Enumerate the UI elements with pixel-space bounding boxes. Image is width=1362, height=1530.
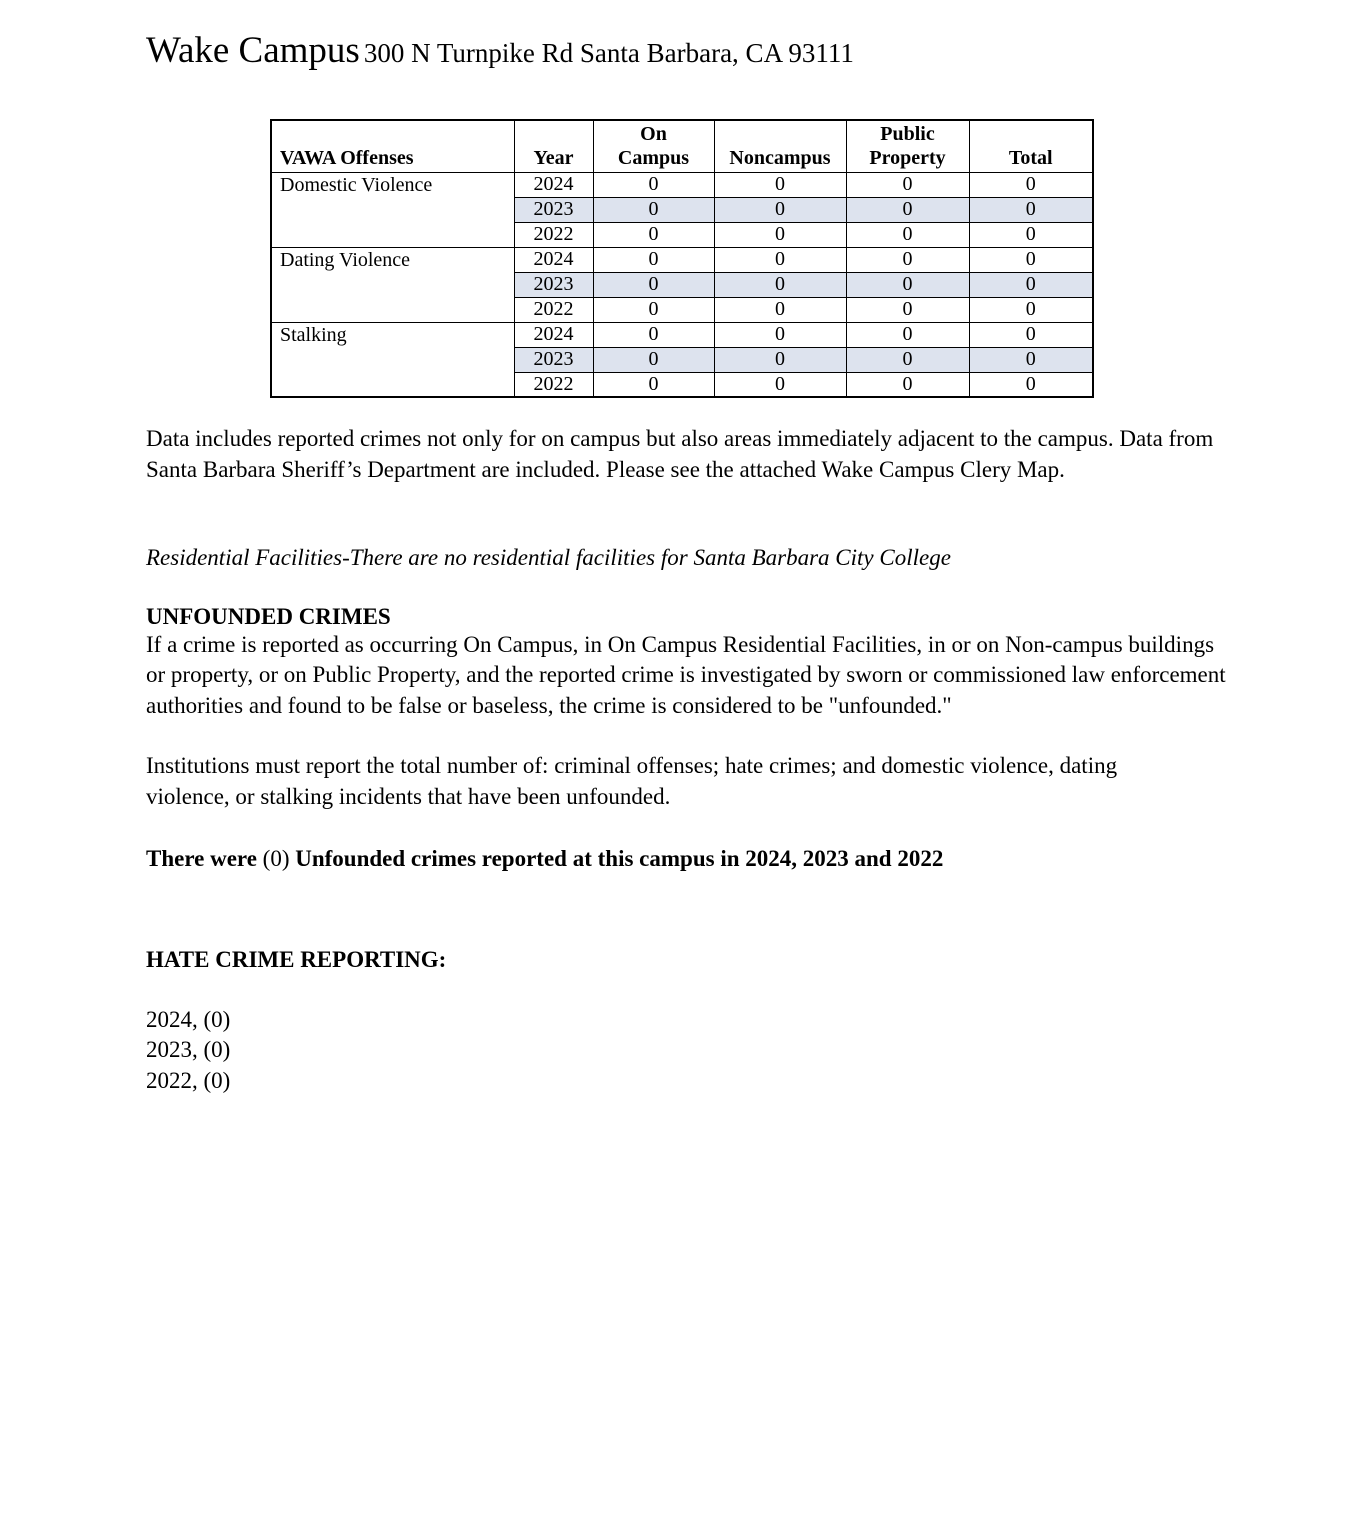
unfounded-definition: If a crime is reported as occurring On Campus, in On Campus Residential Facilities, in or on Non-campus buildings or property, or on Public Property, and the reported crime is investigated by sworn or commissioned law enforcement authorities and found to be false or baseless, the crime is considered to be "unfounded." <box>146 631 1226 718</box>
table-row <box>271 322 1093 347</box>
value-cell: 0 <box>593 347 714 372</box>
year-cell: 2022 <box>514 222 593 247</box>
value-cell: 0 <box>846 222 969 247</box>
column-header-total: Total <box>969 120 1093 172</box>
value-cell: 0 <box>846 272 969 297</box>
offense-cell-dating-violence: Dating Violence <box>271 247 514 322</box>
column-header-offense: VAWA Offenses <box>271 120 514 172</box>
column-header-noncampus: Noncampus <box>714 120 846 172</box>
value-cell: 0 <box>969 347 1093 372</box>
value-cell: 0 <box>714 247 846 272</box>
value-cell: 0 <box>593 372 714 397</box>
value-cell: 0 <box>714 222 846 247</box>
value-cell: 0 <box>593 297 714 322</box>
value-cell: 0 <box>714 347 846 372</box>
value-cell: 0 <box>593 322 714 347</box>
year-cell: 2024 <box>514 322 593 347</box>
value-cell: 0 <box>969 297 1093 322</box>
year-cell: 2024 <box>514 172 593 197</box>
value-cell: 0 <box>969 272 1093 297</box>
column-header-public-property: Public Property <box>846 120 969 172</box>
hate-crime-entry-2022: 2022, (0) <box>146 1067 231 1093</box>
value-cell: 0 <box>714 197 846 222</box>
year-cell: 2022 <box>514 372 593 397</box>
value-cell: 0 <box>714 272 846 297</box>
unfounded-statement <box>146 844 1242 875</box>
statement-prefix: There were <box>146 846 263 871</box>
value-cell: 0 <box>714 297 846 322</box>
table-row <box>271 172 1093 197</box>
value-cell: 0 <box>593 272 714 297</box>
value-cell: 0 <box>846 197 969 222</box>
hate-crime-entry-2023: 2023, (0) <box>146 1037 231 1062</box>
value-cell: 0 <box>969 372 1093 397</box>
value-cell: 0 <box>846 322 969 347</box>
vawa-offenses-table <box>270 119 1094 398</box>
campus-address: 300 N Turnpike Rd Santa Barbara, CA 93111 <box>363 38 854 68</box>
table-row <box>271 247 1093 272</box>
hate-crime-list <box>146 1005 1242 1097</box>
value-cell: 0 <box>846 297 969 322</box>
column-header-year: Year <box>514 120 593 172</box>
value-cell: 0 <box>846 347 969 372</box>
offense-cell-domestic-violence: Domestic Violence <box>271 172 514 247</box>
reporting-requirement: Institutions must report the total number of: criminal offenses; hate crimes; and domestic violence, dating violence, or stalking incidents that have been unfounded. <box>146 753 1118 809</box>
table-header-row <box>271 120 1093 172</box>
statement-count: (0) <box>262 846 290 871</box>
value-cell: 0 <box>969 322 1093 347</box>
value-cell: 0 <box>593 172 714 197</box>
value-cell: 0 <box>969 172 1093 197</box>
value-cell: 0 <box>969 197 1093 222</box>
value-cell: 0 <box>714 172 846 197</box>
year-cell: 2024 <box>514 247 593 272</box>
value-cell: 0 <box>714 372 846 397</box>
value-cell: 0 <box>593 197 714 222</box>
unfounded-crimes-heading: UNFOUNDED CRIMES <box>146 603 391 629</box>
value-cell: 0 <box>593 222 714 247</box>
data-inclusion-note: Data includes reported crimes not only for on campus but also areas immediately adjacent to the campus. Data from Santa Barbara Sheriff’s Department are included. Please see the attached Wake Campus Clery Map. <box>146 426 1214 482</box>
value-cell: 0 <box>969 247 1093 272</box>
value-cell: 0 <box>846 247 969 272</box>
value-cell: 0 <box>846 372 969 397</box>
value-cell: 0 <box>846 172 969 197</box>
year-cell: 2022 <box>514 297 593 322</box>
campus-name: Wake Campus <box>146 30 360 71</box>
statement-suffix: Unfounded crimes reported at this campus in 2024, 2023 and 2022 <box>289 846 944 871</box>
value-cell: 0 <box>714 322 846 347</box>
column-header-on-campus: On Campus <box>593 120 714 172</box>
year-cell: 2023 <box>514 272 593 297</box>
hate-crime-entry-2024: 2024, (0) <box>146 1006 231 1032</box>
year-cell: 2023 <box>514 197 593 222</box>
value-cell: 0 <box>969 222 1093 247</box>
page-title <box>146 28 1242 81</box>
offense-cell-stalking: Stalking <box>271 322 514 397</box>
value-cell: 0 <box>593 247 714 272</box>
hate-crime-heading: HATE CRIME REPORTING: <box>146 946 447 972</box>
year-cell: 2023 <box>514 347 593 372</box>
residential-facilities-note: Residential Facilities-There are no residential facilities for Santa Barbara City College <box>146 545 951 570</box>
